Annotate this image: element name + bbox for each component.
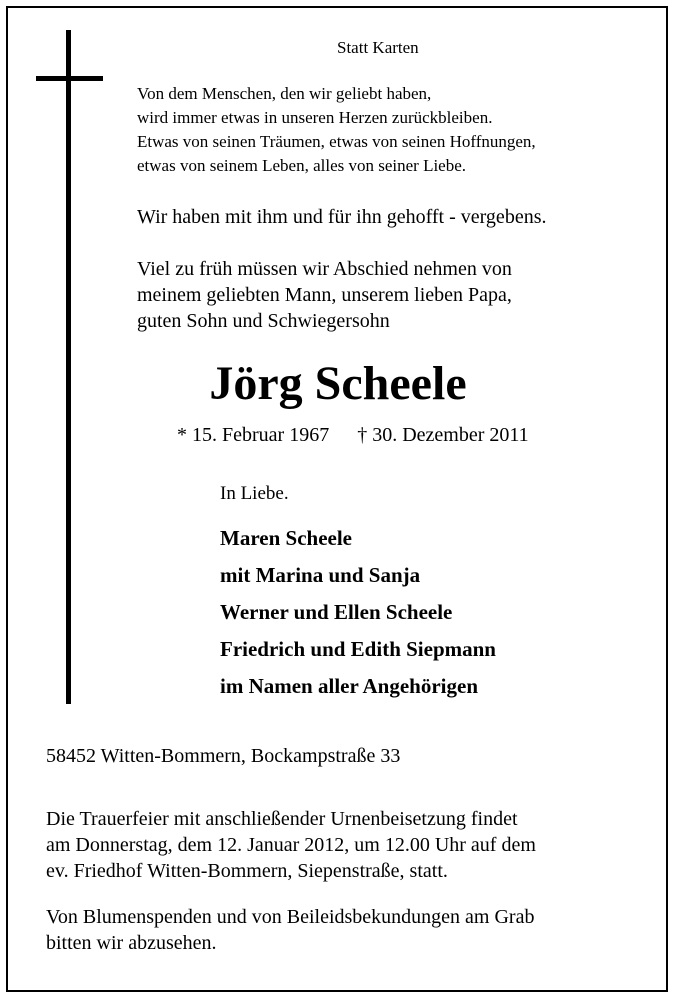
farewell-paragraph [137,256,512,334]
funeral-line: Die Trauerfeier mit anschließender Urnenbeisetzung findet [46,808,518,830]
farewell-line: Viel zu früh müssen wir Abschied nehmen von [137,258,512,280]
death-date: † 30. Dezember 2011 [357,424,529,446]
funeral-line: am Donnerstag, dem 12. Januar 2012, um 12.00 Uhr auf dem [46,834,536,856]
family-address: 58452 Witten-Bommern, Bockampstraße 33 [46,745,401,767]
closing-line: In Liebe. [220,483,289,504]
signer: Maren Scheele [220,526,352,550]
signer: Friedrich und Edith Siepmann [220,637,496,661]
header-statt-karten: Statt Karten [337,38,419,57]
funeral-info [46,806,536,884]
farewell-line: guten Sohn und Schwiegersohn [137,310,390,332]
flowers-note [46,904,534,956]
flowers-line: bitten wir abzusehen. [46,932,217,954]
poem-line: Von dem Menschen, den wir geliebt haben, [137,84,432,103]
poem-line: Etwas von seinen Träumen, etwas von seinen Hoffnungen, [137,132,536,151]
deceased-name: Jörg Scheele [209,357,467,410]
signer: im Namen aller Angehörigen [220,674,479,698]
poem [137,82,536,178]
life-dates [177,424,529,447]
signer: Werner und Ellen Scheele [220,600,453,624]
hope-paragraph: Wir haben mit ihm und für ihn gehofft - vergebens. [137,206,547,228]
funeral-line: ev. Friedhof Witten-Bommern, Siepenstraße, statt. [46,860,448,882]
birth-date: * 15. Februar 1967 [177,424,330,446]
flowers-line: Von Blumenspenden und von Beileidsbekundungen am Grab [46,906,535,928]
cross-bar [36,76,103,81]
signer: mit Marina und Sanja [220,563,421,587]
signers-list [220,520,496,705]
farewell-line: meinem geliebten Mann, unserem lieben Papa, [137,284,512,306]
poem-line: etwas von seinem Leben, alles von seiner Liebe. [137,156,467,175]
poem-line: wird immer etwas in unseren Herzen zurückbleiben. [137,108,493,127]
